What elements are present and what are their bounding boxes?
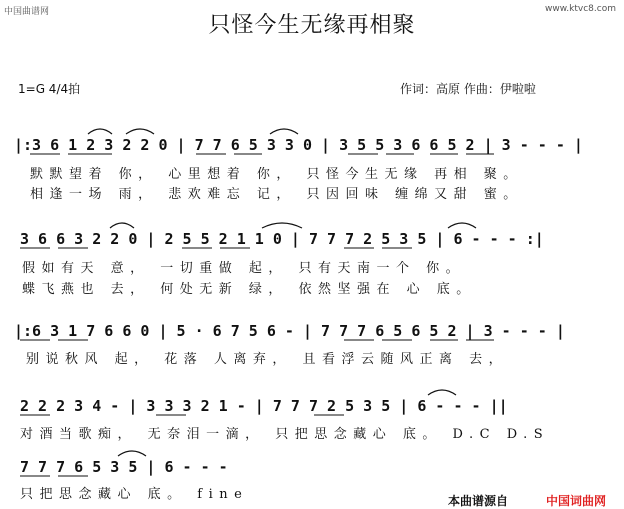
notation-row-1: |:3 6 1 2 3 2 2 0 | 7 7 6 5 3 3 0 | 3 5 5 3 6 6 5 2 | 3 - - - | xyxy=(14,136,583,154)
notation-row-5: 7 7 7 6 5 3 5 | 6 - - - xyxy=(20,458,228,476)
lyric-row-4-verse-1: 对酒当歌痴， 无奈泪一滴， 只把思念藏心 底。 D.C D.S xyxy=(20,427,550,442)
key-meter: 1=G 4/4拍 xyxy=(18,82,81,96)
lyric-row-2-verse-1: 假如有天 意， 一切重做 起， 只有天南一个 你。 xyxy=(22,261,466,276)
watermark-right: www.ktvc8.com xyxy=(545,4,616,14)
notation-row-4: 2 2 2 3 4 - | 3 3 3 2 1 - | 7 7 7 2 5 3 5 | 6 - - - || xyxy=(20,397,508,415)
credits: 作词：高原 作曲：伊啦啦 xyxy=(400,82,536,96)
footer-source: 本曲谱源自 xyxy=(448,494,509,508)
lyric-row-1-verse-1: 默默望着 你， 心里想着 你， 只怪今生无缘 再相 聚。 xyxy=(30,167,523,182)
notation-row-2: 3 6 6 3 2 2 0 | 2 5 5 2 1 1 0 | 7 7 7 2 5 3 5 | 6 - - - :| xyxy=(20,230,544,248)
lyric-row-1-verse-2: 相逢一场 雨， 悲欢难忘 记， 只因回味 缠绵又甜 蜜。 xyxy=(30,187,523,202)
lyric-row-2-verse-2: 蝶飞燕也 去， 何处无新 绿， 依然坚强在 心 底。 xyxy=(22,282,476,297)
lyric-row-5-verse-1: 只把思念藏心 底。 fine xyxy=(20,487,249,502)
footer-site-link[interactable]: 中国词曲网 xyxy=(546,494,607,508)
page-title: 只怪今生无缘再相聚 xyxy=(208,13,416,38)
notation-row-3: |:6 3 1 7 6 6 0 | 5 · 6 7 5 6 - | 7 7 7 6 5 6 5 2 | 3 - - - | xyxy=(14,322,565,340)
watermark-left: 中国曲谱网 xyxy=(4,7,50,17)
lyric-row-3-verse-1: 别说秋风 起， 花落 人离弃， 且看浮云随风正离 去， xyxy=(26,352,509,367)
